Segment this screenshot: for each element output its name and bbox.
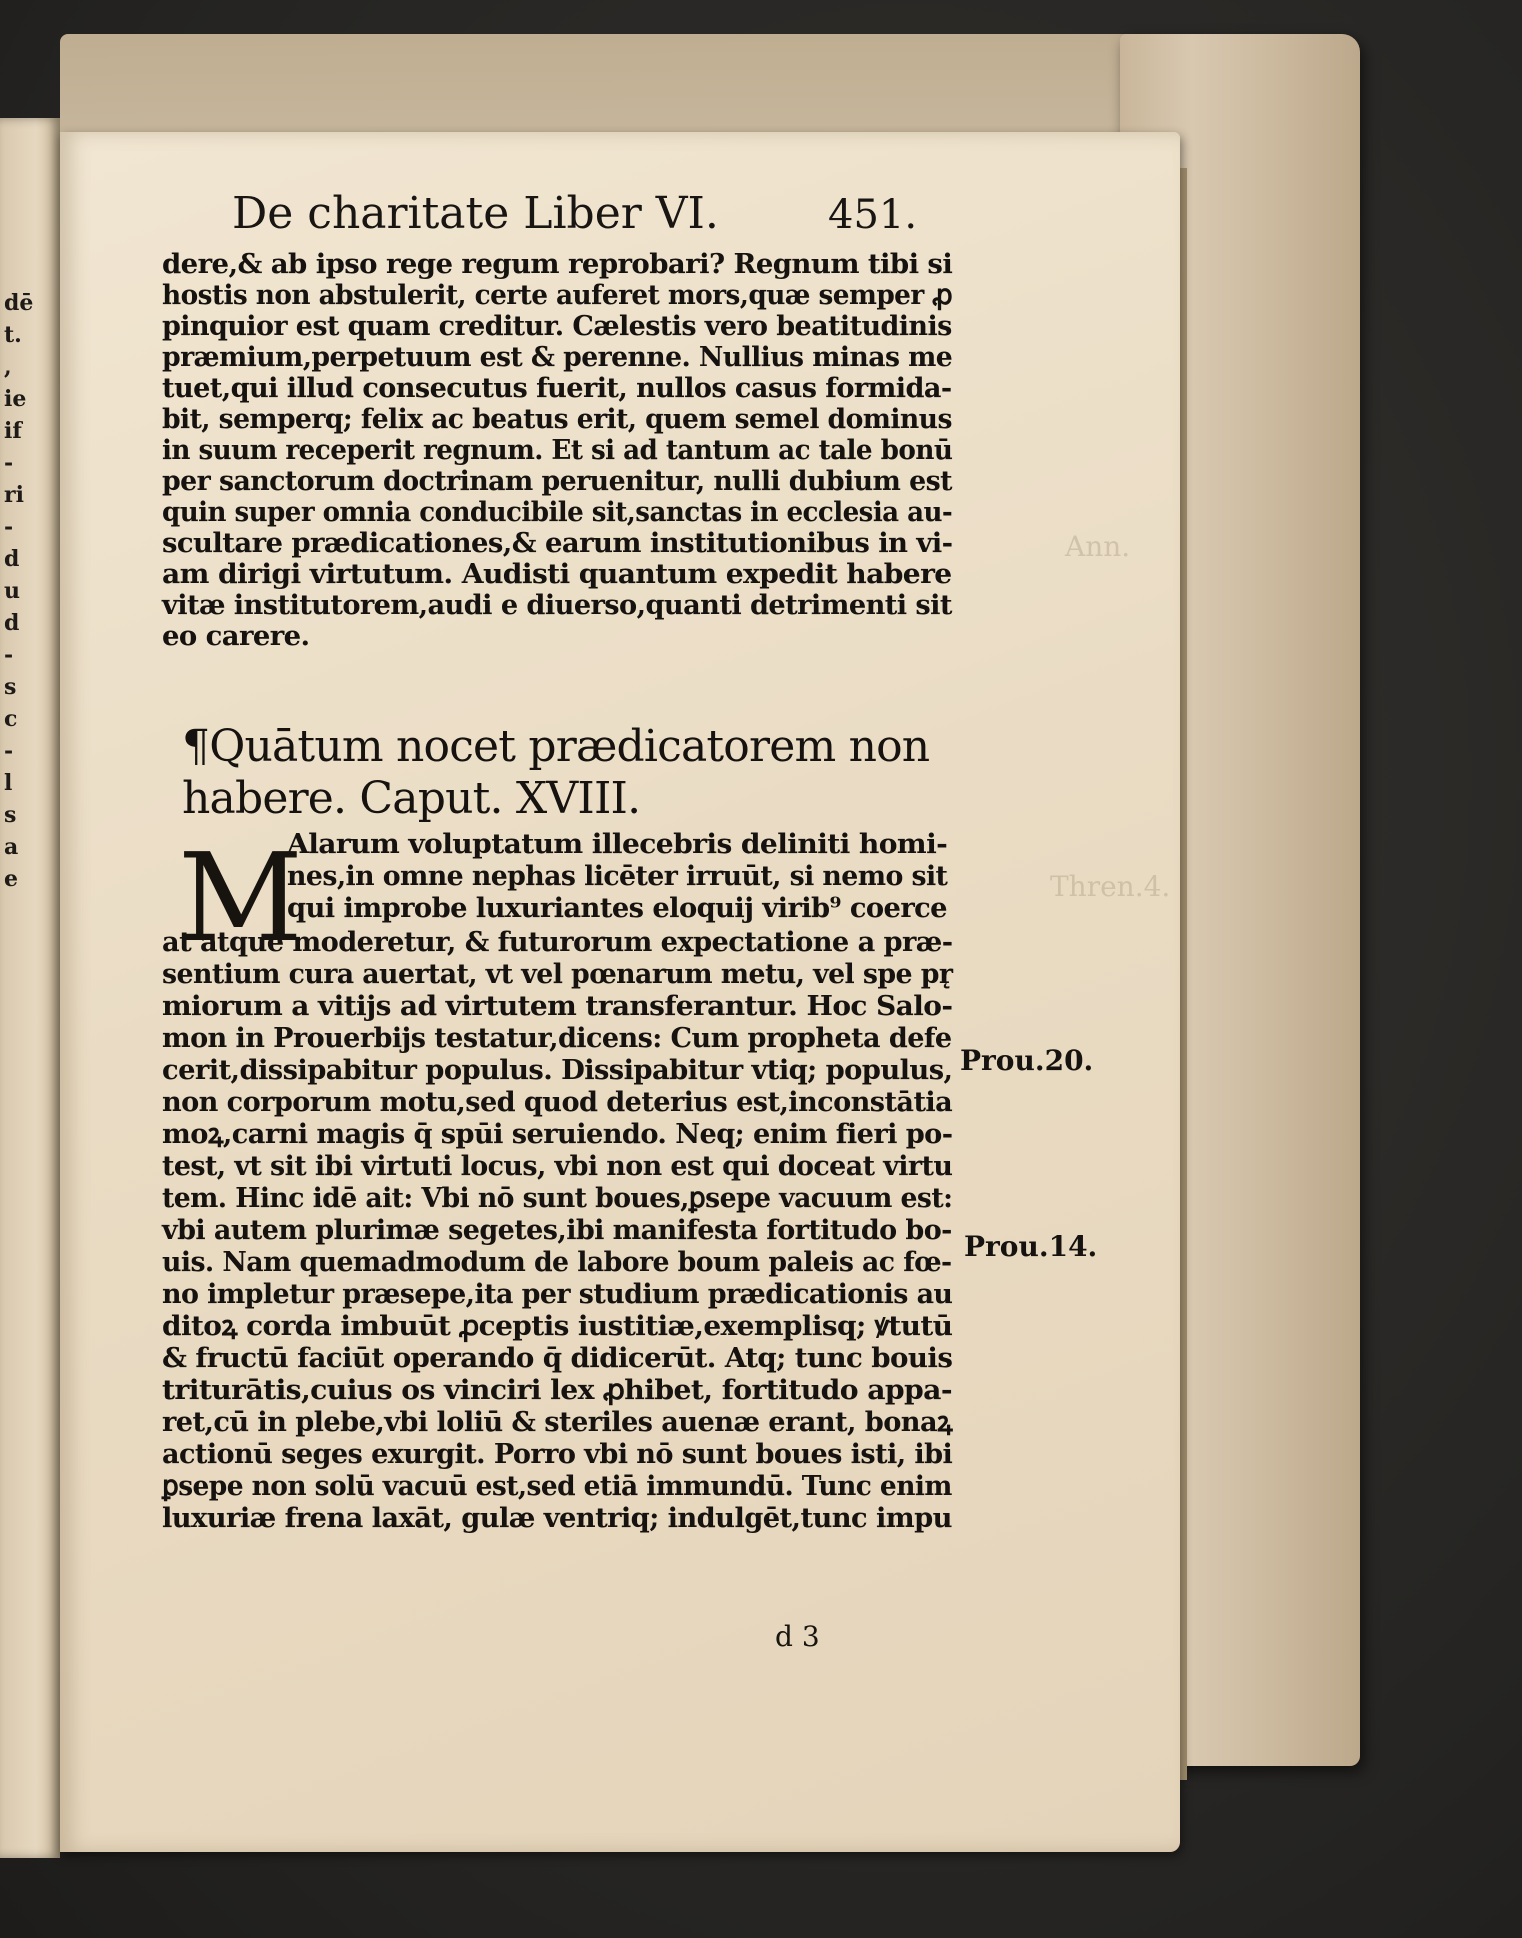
text-line: ꝑsepe non solū vacuū est,sed etiā immundū. Tunc enim (162, 1470, 952, 1502)
running-header (232, 188, 952, 248)
text-line: per sanctorum doctrinam peruenitur, nulli dubium est (162, 465, 952, 497)
text-line: uis. Nam quemadmodum de labore boum paleis ac fœ- (162, 1246, 952, 1278)
text-line: dere,& ab ipso rege regum reprobari? Regnum tibi si (162, 248, 953, 280)
left-page-glyph: c (4, 706, 18, 732)
text-line: no impletur præsepe,ita per studium prædicationis au (162, 1278, 953, 1310)
left-page-glyph: s (4, 802, 17, 828)
text-line: triturātis,cuius os vinciri lex ꝓhibet, fortitudo appa- (162, 1374, 952, 1406)
chapter-heading-line-1: ¶Quātum nocet prædicatorem non (182, 721, 930, 772)
text-line: quin super omnia conducibile sit,sanctas in ecclesia au- (162, 496, 953, 528)
text-line: scultare prædicationes,& earum institutionibus in vi- (162, 527, 953, 559)
marginal-note: Prou.20. (960, 1044, 1094, 1077)
text-line: eo carere. (162, 620, 310, 652)
chapter-heading-line-2: habere. Caput. XVIII. (182, 773, 641, 824)
text-line: tuet,qui illud consecutus fuerit, nullos casus formida- (162, 372, 952, 404)
text-line: ditoꝝ corda imbuūt ꝓceptis iustitiæ,exemplisq; ꝟtutū (162, 1310, 953, 1342)
text-line: luxuriæ frena laxāt, gulæ ventriq; indulgēt,tunc impu (162, 1502, 952, 1534)
text-line: cerit,dissipabitur populus. Dissipabitur vtiq; populus, (162, 1054, 953, 1086)
left-page-glyph: l (4, 770, 13, 796)
left-page-glyph: s (4, 674, 17, 700)
left-page-glyph: - (4, 642, 14, 668)
text-line: hostis non abstulerit, certe auferet mors,quæ semper ꝓ (162, 279, 953, 311)
text-line: tem. Hinc idē ait: Vbi nō sunt boues,ꝑsepe vacuum est: (162, 1182, 953, 1214)
folio-number: 451. (828, 192, 918, 238)
text-line: præmium,perpetuum est & perenne. Nullius minas me (162, 341, 953, 373)
left-page-glyph: d (4, 610, 20, 636)
text-line: moꝝ,carni magis q̄ spūi seruiendo. Neq; enim fieri po- (162, 1118, 953, 1150)
running-title: De charitate Liber VI. (232, 188, 719, 239)
left-page-glyph: a (4, 834, 19, 860)
signature-mark: d 3 (775, 1620, 820, 1653)
left-page-glyph: ie (4, 386, 27, 412)
left-page-glyph: - (4, 514, 14, 540)
left-page-glyph: d (4, 546, 20, 572)
text-line: Alarum voluptatum illecebris deliniti homi- (287, 828, 948, 860)
left-page-glyph: - (4, 450, 14, 476)
text-line: am dirigi virtutum. Audisti quantum expedit habere (162, 558, 952, 590)
left-page-glyph: , (4, 354, 12, 380)
left-page-glyph: dē (4, 290, 34, 316)
left-page-glyph: ri (4, 482, 24, 508)
text-line: in suum receperit regnum. Et si ad tantum ac tale bonū (162, 434, 953, 466)
left-page-glyph: t. (4, 322, 22, 348)
show-through-text: Thren.4. (1050, 870, 1171, 903)
text-line: test, vt sit ibi virtuti locus, vbi non est qui doceat virtu (162, 1150, 953, 1182)
text-line: actionū seges exurgit. Porro vbi nō sunt boues isti, ibi (162, 1438, 953, 1470)
text-line: non corporum motu,sed quod deterius est,inconstātia (162, 1086, 953, 1118)
text-line: nes,in omne nephas licēter irruūt, si nemo sit (287, 860, 948, 892)
marginal-note: Prou.14. (964, 1230, 1098, 1263)
text-line: ret,cū in plebe,vbi loliū & steriles auenæ erant, bonaꝝ (162, 1406, 953, 1438)
text-line: bit, semperq; felix ac beatus erit, quem semel dominus (162, 403, 952, 435)
text-line: vbi autem plurimæ segetes,ibi manifesta fortitudo bo- (162, 1214, 952, 1246)
text-line: miorum a vitijs ad virtutem transferantur. Hoc Salo- (162, 990, 953, 1022)
text-line: qui improbe luxuriantes eloquij virib⁹ coerce (287, 892, 947, 924)
text-line: pinquior est quam creditur. Cælestis vero beatitudinis (162, 310, 952, 342)
show-through-text: Ann. (1065, 530, 1131, 563)
text-line: sentium cura auertat, vt vel pœnarum metu, vel spe pr̨ (162, 958, 953, 990)
left-page-glyph: - (4, 738, 14, 764)
left-page-fragment (0, 118, 60, 1858)
left-page-glyph: e (4, 866, 18, 892)
text-line: at atque moderetur, & futurorum expectatione a præ- (162, 926, 953, 958)
text-line: mon in Prouerbijs testatur,dicens: Cum propheta defe (162, 1022, 952, 1054)
text-line: vitæ institutorem,audi e diuerso,quanti detrimenti sit (162, 589, 952, 621)
text-line: & fructū faciūt operando q̄ didicerūt. Atq; tunc bouis (162, 1342, 953, 1374)
left-page-glyph: u (4, 578, 20, 604)
drop-capital: M (178, 827, 303, 969)
left-page-glyph: if (4, 418, 22, 444)
